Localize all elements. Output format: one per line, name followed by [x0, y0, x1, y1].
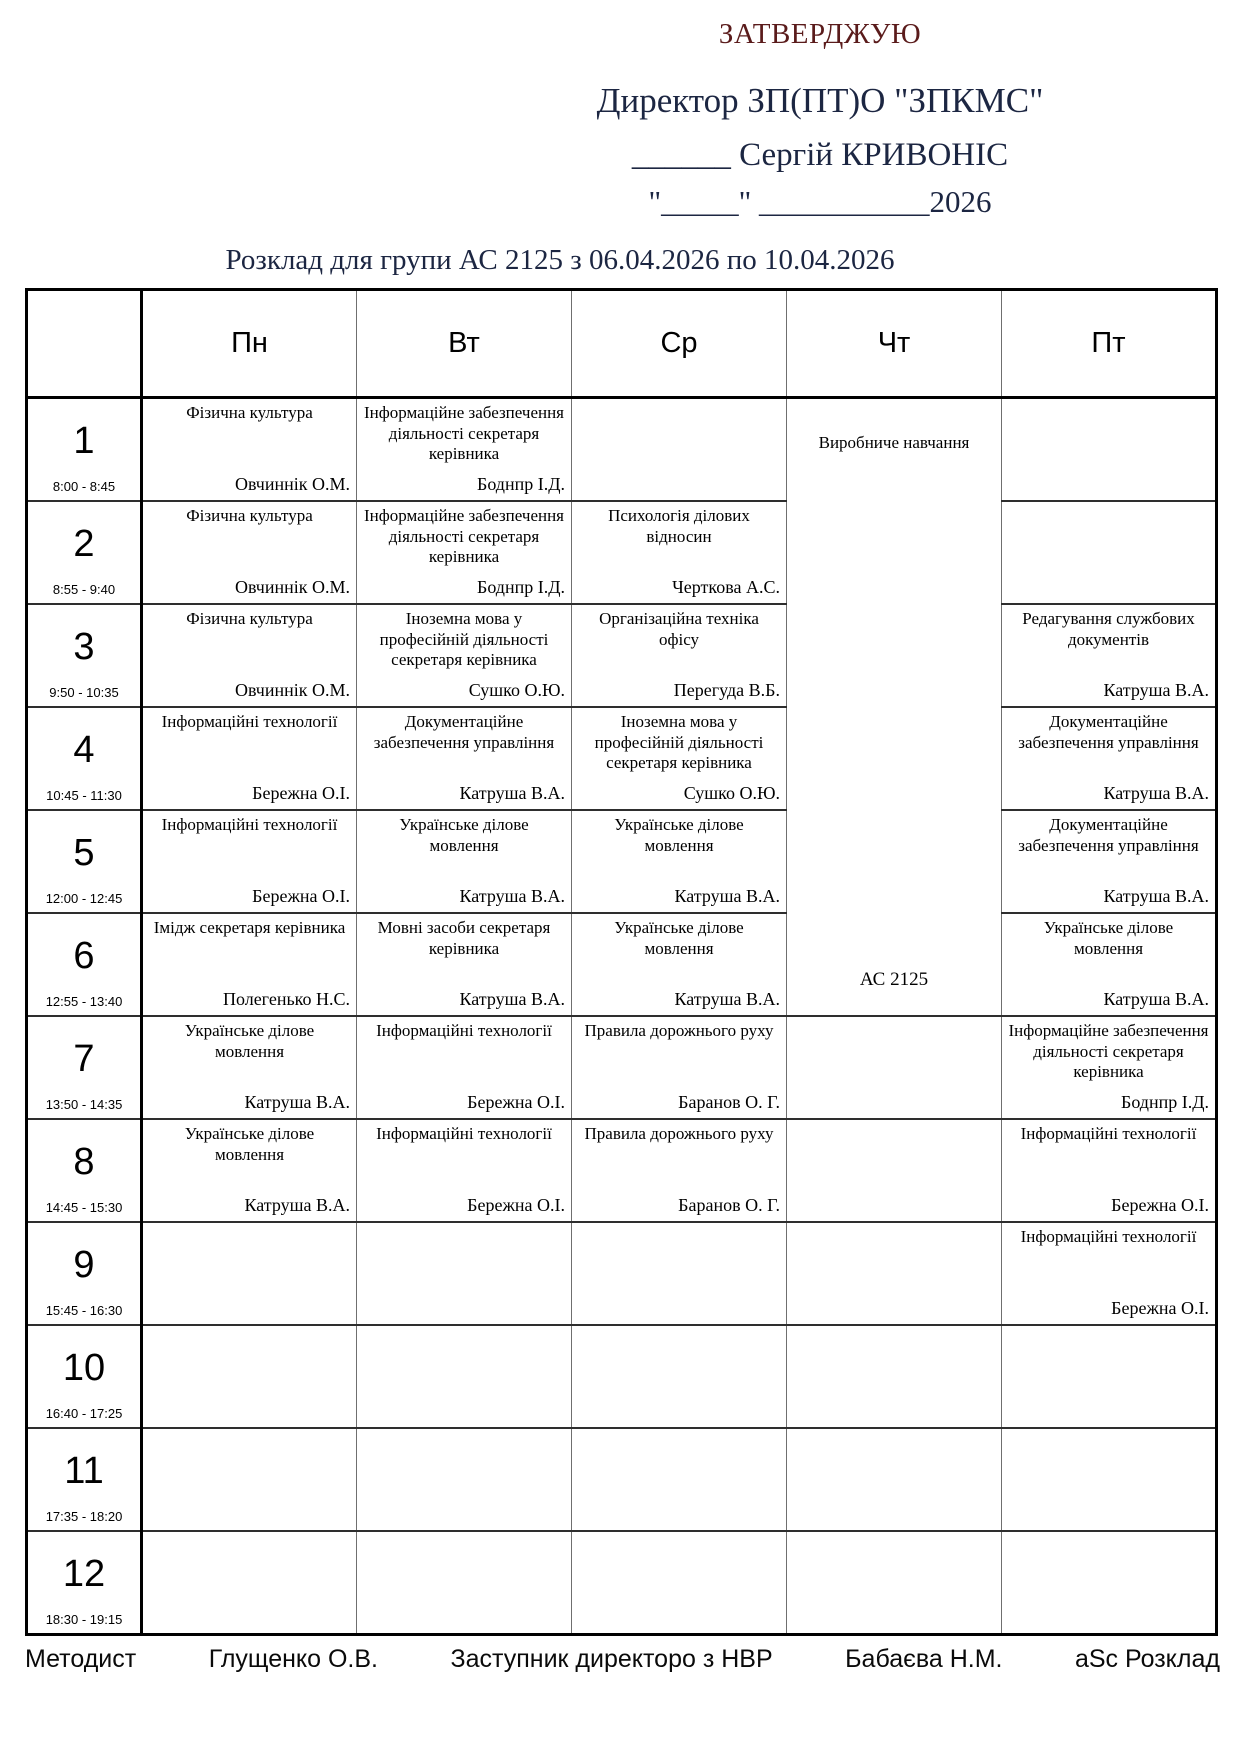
period-cell	[27, 1222, 142, 1325]
lesson-cell-tue	[357, 1016, 572, 1119]
lesson-subject: Психологія ділових відносин	[608, 506, 750, 546]
corner-cell	[27, 290, 142, 398]
lesson-cell-thu	[787, 1119, 1002, 1222]
lesson-cell-tue	[357, 1222, 572, 1325]
lesson-subject: Інформаційні технології	[161, 815, 338, 834]
lesson-cell-wed	[572, 604, 787, 707]
lesson-cell-thu	[787, 1325, 1002, 1428]
lesson-cell-thu	[787, 1428, 1002, 1531]
lesson-cell-tue	[357, 707, 572, 810]
schedule-table	[25, 288, 1218, 1636]
period-cell	[27, 1325, 142, 1428]
lesson-cell-thu	[787, 1531, 1002, 1635]
lesson-teacher: Баранов О. Г.	[678, 1195, 780, 1215]
lesson-subject: Правила дорожнього руху	[584, 1021, 774, 1040]
lesson-teacher: Сушко О.Ю.	[683, 783, 780, 803]
lesson-subject: Інформаційні технології	[161, 712, 338, 731]
lesson-cell-tue	[357, 1428, 572, 1531]
lesson-teacher: Боднпр І.Д.	[476, 474, 565, 494]
lesson-teacher: Катруша В.А.	[674, 989, 780, 1009]
director-line: Директор ЗП(ПТ)О "ЗПКМС"	[596, 81, 1044, 120]
lesson-teacher: Бережна О.І.	[252, 783, 350, 803]
period-time: 18:30 - 19:15	[45, 1612, 123, 1627]
date-line: "_____" ___________2026	[648, 184, 992, 219]
lesson-subject: Інформаційне забезпечення діяльності секретаря керівника	[1008, 1021, 1209, 1082]
lesson-cell-wed	[572, 501, 787, 604]
lesson-subject: Українське ділове мовлення	[184, 1124, 315, 1164]
period-time: 9:50 - 10:35	[49, 685, 119, 700]
lesson-teacher: Катруша В.А.	[244, 1092, 350, 1112]
period-number: 2	[73, 522, 95, 565]
period-time: 12:00 - 12:45	[45, 891, 123, 906]
lesson-teacher: Катруша В.А.	[459, 886, 565, 906]
day-header-mon: Пн	[142, 290, 357, 398]
lesson-cell-wed	[572, 1016, 787, 1119]
lesson-cell-fri	[1002, 810, 1217, 913]
lesson-subject: Імідж секретаря керівника	[153, 918, 346, 937]
lesson-cell-wed	[572, 398, 787, 502]
lesson-cell-fri	[1002, 707, 1217, 810]
lesson-teacher: Катруша В.А.	[1103, 783, 1209, 803]
period-cell	[27, 707, 142, 810]
lesson-subject: Інформаційні технології	[1020, 1227, 1197, 1246]
lesson-teacher: Баранов О. Г.	[678, 1092, 780, 1112]
lesson-teacher: Бережна О.І.	[467, 1092, 565, 1112]
lesson-subject: Українське ділове мовлення	[184, 1021, 315, 1061]
lesson-cell-wed	[572, 1222, 787, 1325]
lesson-subject: Інформаційне забезпечення діяльності секретаря керівника	[364, 403, 564, 464]
lesson-teacher: Катруша В.А.	[1103, 989, 1209, 1009]
thursday-group-label: АС 2125	[859, 969, 929, 990]
lesson-subject: Документаційне забезпечення управління	[1018, 712, 1199, 752]
lesson-subject: Іноземна мова у професійній діяльності секретаря керівника	[379, 609, 549, 670]
footer-role-methodist: Методист	[25, 1645, 137, 1673]
lesson-cell-wed	[572, 1119, 787, 1222]
period-cell	[27, 913, 142, 1016]
lesson-cell-mon	[142, 1325, 357, 1428]
lesson-cell-fri	[1002, 1016, 1217, 1119]
lesson-teacher: Полегенько Н.С.	[222, 989, 350, 1009]
period-number: 11	[64, 1449, 104, 1492]
period-time: 16:40 - 17:25	[45, 1406, 123, 1421]
period-cell	[27, 1531, 142, 1635]
lesson-subject: Фізична культура	[186, 506, 313, 525]
period-time: 14:45 - 15:30	[45, 1200, 123, 1215]
lesson-cell-mon	[142, 1531, 357, 1635]
lesson-teacher: Катруша В.А.	[459, 783, 565, 803]
period-cell	[27, 1119, 142, 1222]
period-number: 12	[62, 1552, 106, 1595]
period-time: 8:55 - 9:40	[52, 582, 116, 597]
day-header-wed: Ср	[572, 290, 787, 398]
lesson-teacher: Боднпр І.Д.	[476, 577, 565, 597]
table-row	[27, 707, 1217, 810]
lesson-cell-fri	[1002, 1119, 1217, 1222]
lesson-subject: Документаційне забезпечення управління	[373, 712, 555, 752]
lesson-cell-fri	[1002, 1531, 1217, 1635]
lesson-teacher: Катруша В.А.	[1103, 680, 1209, 700]
table-header-row	[27, 290, 1217, 398]
lesson-teacher: Катруша В.А.	[1103, 886, 1209, 906]
lesson-cell-fri	[1002, 1222, 1217, 1325]
lesson-cell-fri	[1002, 398, 1217, 502]
lesson-cell-tue	[357, 810, 572, 913]
footer-brand-asc: aSc Розклад	[1074, 1645, 1220, 1673]
lesson-cell-tue	[357, 604, 572, 707]
period-number: 10	[62, 1346, 106, 1389]
lesson-cell-mon	[142, 1016, 357, 1119]
period-cell	[27, 1016, 142, 1119]
lesson-cell-fri	[1002, 604, 1217, 707]
lesson-subject: Українське ділове мовлення	[399, 815, 529, 855]
approval-block	[565, 18, 1075, 220]
period-number: 3	[73, 625, 95, 668]
lesson-subject: Інформаційні технології	[376, 1021, 552, 1040]
lesson-cell-tue	[357, 1325, 572, 1428]
table-row	[27, 1016, 1217, 1119]
period-number: 5	[73, 831, 95, 874]
period-time: 13:50 - 14:35	[45, 1097, 123, 1112]
table-row	[27, 604, 1217, 707]
lesson-subject: Іноземна мова у професійній діяльності секретаря керівника	[594, 712, 764, 773]
lesson-teacher: Овчиннік О.М.	[234, 577, 350, 597]
period-number: 8	[73, 1140, 95, 1183]
lesson-teacher: Овчиннік О.М.	[234, 680, 350, 700]
lesson-cell-mon	[142, 501, 357, 604]
lesson-subject: Організаційна техніка офісу	[599, 609, 759, 649]
lesson-cell-mon	[142, 1222, 357, 1325]
lesson-cell-mon	[142, 913, 357, 1016]
period-number: 4	[73, 728, 95, 771]
lesson-teacher: Боднпр І.Д.	[1120, 1092, 1209, 1112]
lesson-cell-fri	[1002, 913, 1217, 1016]
approval-stamp: ЗАТВЕРДЖУЮ	[718, 18, 922, 50]
thursday-subject: Виробниче навчання	[818, 433, 970, 452]
period-cell	[27, 398, 142, 502]
lesson-cell-wed	[572, 1428, 787, 1531]
lesson-cell-fri	[1002, 1428, 1217, 1531]
lesson-teacher: Катруша В.А.	[459, 989, 565, 1009]
lesson-teacher: Катруша В.А.	[674, 886, 780, 906]
lesson-cell-fri	[1002, 501, 1217, 604]
lesson-teacher: Черткова А.С.	[672, 577, 780, 597]
lesson-cell-tue	[357, 501, 572, 604]
table-row	[27, 810, 1217, 913]
table-row	[27, 1428, 1217, 1531]
table-row	[27, 1531, 1217, 1635]
lesson-cell-tue	[357, 1531, 572, 1635]
footer	[25, 1645, 1220, 1674]
table-row	[27, 501, 1217, 604]
period-number: 9	[73, 1243, 95, 1286]
table-row	[27, 398, 1217, 502]
lesson-cell-wed	[572, 1325, 787, 1428]
lesson-teacher: Сушко О.Ю.	[468, 680, 565, 700]
lesson-cell-tue	[357, 1119, 572, 1222]
lesson-subject: Українське ділове мовлення	[614, 918, 744, 958]
lesson-subject: Фізична культура	[186, 403, 313, 422]
day-header-fri: Пт	[1002, 290, 1217, 398]
period-cell	[27, 1428, 142, 1531]
period-number: 1	[73, 419, 95, 462]
lesson-cell-mon	[142, 1119, 357, 1222]
lesson-cell-mon	[142, 810, 357, 913]
lesson-cell-tue	[357, 398, 572, 502]
table-row	[27, 913, 1217, 1016]
lesson-cell-mon	[142, 398, 357, 502]
period-cell	[27, 501, 142, 604]
day-header-thu: Чт	[787, 290, 1002, 398]
table-row	[27, 1325, 1217, 1428]
lesson-cell-wed	[572, 1531, 787, 1635]
lesson-subject: Фізична культура	[186, 609, 313, 628]
lesson-cell-mon	[142, 707, 357, 810]
lesson-cell-wed	[572, 810, 787, 913]
lesson-teacher: Бережна О.І.	[252, 886, 350, 906]
lesson-cell-thu	[787, 1016, 1002, 1119]
lesson-subject: Інформаційні технології	[1020, 1124, 1197, 1143]
lesson-cell-tue	[357, 913, 572, 1016]
lesson-cell-wed	[572, 913, 787, 1016]
lesson-teacher: Бережна О.І.	[1111, 1298, 1209, 1318]
lesson-subject: Документаційне забезпечення управління	[1018, 815, 1199, 855]
page-title: Розклад для групи АС 2125 з 06.04.2026 по 10.04.2026	[225, 244, 895, 276]
lesson-teacher: Бережна О.І.	[467, 1195, 565, 1215]
period-number: 6	[73, 934, 95, 977]
footer-name-deputy: Бабаєва Н.М.	[845, 1645, 1003, 1673]
lesson-teacher: Перегуда В.Б.	[673, 680, 780, 700]
table-row	[27, 1222, 1217, 1325]
lesson-subject: Інформаційні технології	[376, 1124, 552, 1143]
period-time: 12:55 - 13:40	[45, 994, 123, 1009]
lesson-cell-wed	[572, 707, 787, 810]
day-header-tue: Вт	[357, 290, 572, 398]
signature-line: ______ Сергій КРИВОНІС	[631, 137, 1009, 173]
lesson-cell-mon	[142, 1428, 357, 1531]
lesson-teacher: Катруша В.А.	[244, 1195, 350, 1215]
footer-name-methodist: Глущенко О.В.	[208, 1645, 379, 1673]
thursday-practice-cell	[787, 398, 1002, 1017]
period-number: 7	[73, 1037, 95, 1080]
period-time: 10:45 - 11:30	[46, 788, 122, 803]
lesson-teacher: Бережна О.І.	[1111, 1195, 1209, 1215]
lesson-subject: Українське ділове мовлення	[614, 815, 744, 855]
period-time: 15:45 - 16:30	[45, 1303, 123, 1318]
period-time: 17:35 - 18:20	[45, 1509, 123, 1524]
lesson-subject: Українське ділове мовлення	[1043, 918, 1174, 958]
lesson-teacher: Овчиннік О.М.	[234, 474, 350, 494]
period-time: 8:00 - 8:45	[52, 479, 116, 494]
lesson-subject: Інформаційне забезпечення діяльності секретаря керівника	[364, 506, 564, 567]
footer-role-deputy: Заступник директоро з НВР	[450, 1645, 773, 1673]
period-cell	[27, 810, 142, 913]
lesson-subject: Мовні засоби секретаря керівника	[377, 918, 551, 958]
table-row	[27, 1119, 1217, 1222]
lesson-cell-mon	[142, 604, 357, 707]
lesson-cell-thu	[787, 1222, 1002, 1325]
lesson-subject: Редагування службових документів	[1022, 609, 1195, 649]
lesson-cell-fri	[1002, 1325, 1217, 1428]
period-cell	[27, 604, 142, 707]
lesson-subject: Правила дорожнього руху	[584, 1124, 774, 1143]
